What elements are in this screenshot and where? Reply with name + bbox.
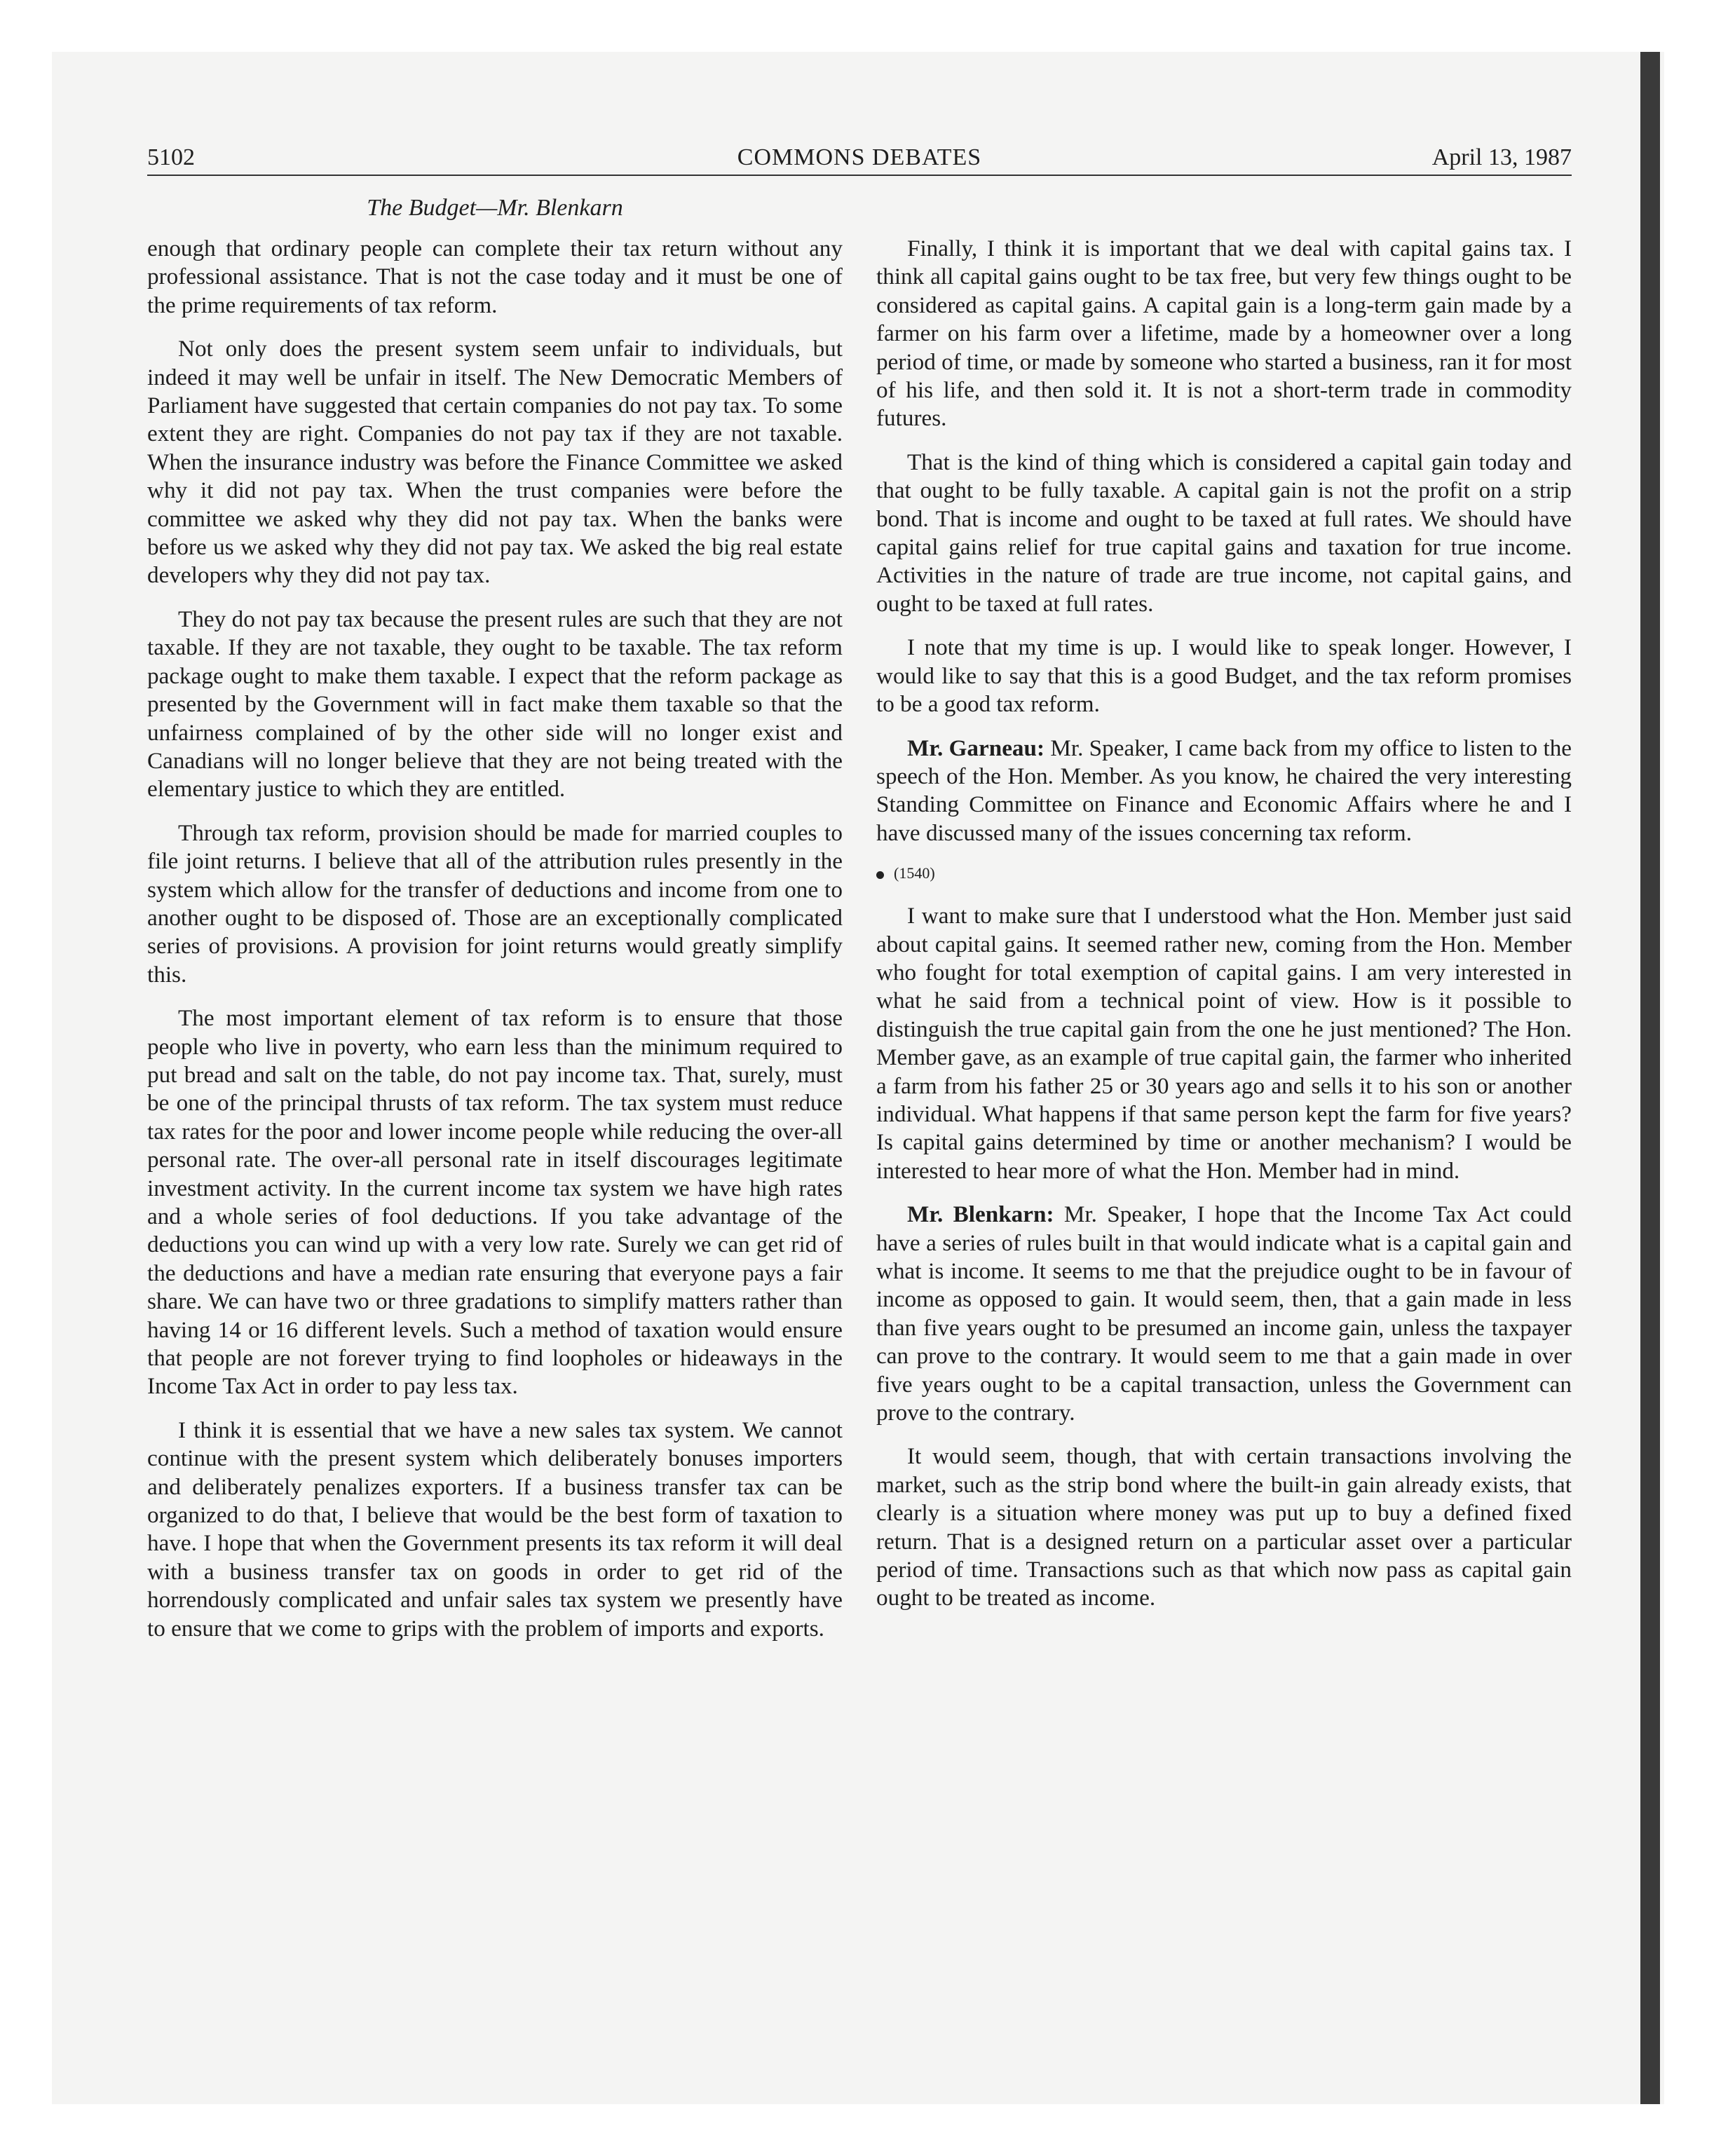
- paragraph: I want to make sure that I understood what the Hon. Member just said about capital gains. It seemed rather new, coming from the Hon. Member who fought for total exemption of capital gains. I am very interested in what he said from a technical point of view. How is it possible to distinguish the true capital gain from the one he just mentioned? The Hon. Member gave, as an example of true capital gain, the farmer who inherited a farm from his father 25 or 30 years ago and sells it to his son or another individual. What happens if that same person kept the farm for five years? Is capital gains determined by time or another mechanism? I would be interested to hear more of what the Hon. Member had in mind.: [876, 903, 1572, 1184]
- page-header: [147, 144, 1572, 176]
- scan-edge-bar: [1640, 52, 1660, 2104]
- speech-text: Mr. Speaker, I hope that the Income Tax Act could have a series of rules built in that would indicate what is a capital gain and what is income. It seems to me that the prejudice ought to be in favour of income as opposed to gain. It would seem, then, that a gain made in less than five years ought to be presumed an income gain, unless the taxpayer can prove to the contrary. It would seem to me that a gain made in over five years ought to be a capital transaction, unless the Government can prove to the contrary.: [876, 1201, 1572, 1426]
- speaker-name: Mr. Blenkarn:: [907, 1201, 1054, 1228]
- paragraph: Through tax reform, provision should be made for married couples to file joint returns. I believe that all of the attribution rules presently in the system which allow for the transfer of deductions and income from one to another ought to be disposed of. Those are an exceptionally complicated series of provisions. A provision for joint returns would greatly simplify this.: [147, 819, 843, 988]
- paragraph: I think it is essential that we have a new sales tax system. We cannot continue with the present system which deliberately bonuses importers and deliberately penalizes exporters. If a business transfer tax can be organized to do that, I believe that would be the best form of taxation to have. I hope that when the Government presents its tax reform it will deal with a business transfer tax on goods in order to get rid of the horrendously complicated and unfair sales tax system we presently have to ensure that we come to grips with the problem of imports and exports.: [147, 1417, 843, 1642]
- left-column: [147, 235, 843, 1658]
- paragraph: That is the kind of thing which is considered a capital gain today and that ought to be fully taxable. A capital gain is not the profit on a strip bond. That is income and ought to be taxed at full rates. We should have capital gains relief for true capital gains and taxation for true income. Activities in the nature of trade are true income, not capital gains, and ought to be taxed at full rates.: [876, 449, 1572, 617]
- speaker-name: Mr. Garneau:: [907, 735, 1045, 761]
- paragraph: It would seem, though, that with certain transactions involving the market, such as the strip bond where the built-in gain already exists, that clearly is a situation where money was put up to buy a defined fixed return. That is a designed return on a particular asset over a particular period of time. Transactions such as that which now pass as capital gain ought to be treated as income.: [876, 1443, 1572, 1611]
- paragraph: I note that my time is up. I would like to speak longer. However, I would like to say that this is a good Budget, and the tax reform promises to be a good tax reform.: [876, 634, 1572, 718]
- right-column: [876, 235, 1572, 1628]
- paragraph: The most important element of tax reform is to ensure that those people who live in poverty, who earn less than the minimum required to put bread and salt on the table, do not pay income tax. That, surely, must be one of the principal thrusts of tax reform. The tax system must reduce tax rates for the poor and lower income people while reducing the over-all personal rate. The over-all personal rate in itself discourages legitimate investment activity. In the current income tax system we have high rates and a whole series of fool deductions. If you take advantage of the deductions you can wind up with a very low rate. Surely we can get rid of the deductions and have a median rate ensuring that everyone pays a fair share. We can have two or three gradations to simplify matters rather than having 14 or 16 different levels. Such a method of taxation would ensure that people are not forever trying to find loopholes or hideaways in the Income Tax Act in order to pay less tax.: [147, 1005, 843, 1400]
- paragraph: enough that ordinary people can complete their tax return without any professional assistance. That is not the case today and it must be one of the prime requirements of tax reform.: [147, 236, 843, 318]
- paragraph: They do not pay tax because the present rules are such that they are not taxable. If they are not taxable, they ought to be taxable. The tax reform package ought to make them taxable. I expect that the reform package as presented by the Government will in fact make them taxable so that the unfairness complained of by the other side will no longer exist and Canadians will no longer believe that they are not being treated with the elementary justice to which they are entitled.: [147, 606, 843, 803]
- speech-text: Mr. Speaker, I came back from my office to listen to the speech of the Hon. Member. As you know, he chaired the very interesting Standing Committee on Finance and Economic Affairs where he and I have discussed many of the issues concerning tax reform.: [876, 735, 1572, 846]
- page-number: 5102: [147, 144, 195, 170]
- paragraph: Not only does the present system seem unfair to individuals, but indeed it may well be unfair in itself. The New Democratic Members of Parliament have suggested that certain companies do not pay tax. To some extent they are right. Companies do not pay tax if they are not taxable. When the insurance industry was before the Finance Committee we asked why it did not pay tax. When the trust companies were before the committee we asked why they did not pay tax. When the banks were before us we asked why they did not pay tax. We asked the big real estate developers why they did not pay tax.: [147, 336, 843, 589]
- speech-paragraph: [876, 735, 1572, 848]
- bullet-icon: [876, 871, 884, 879]
- timestamp-marker: [876, 863, 1572, 884]
- publication-date: April 13, 1987: [1431, 144, 1572, 170]
- paragraph: Finally, I think it is important that we deal with capital gains tax. I think all capital gains ought to be tax free, but very few things ought to be considered as capital gains. A capital gain is a long-term gain made by a farmer on his farm over a lifetime, made by a homeowner over a long period of time, or made by someone who started a business, ran it for most of his life, and then sold it. It is not a short-term trade in commodity futures.: [876, 236, 1572, 432]
- running-head: The Budget—Mr. Blenkarn: [367, 195, 623, 221]
- speech-paragraph: [876, 1201, 1572, 1427]
- timestamp: (1540): [894, 864, 935, 882]
- publication-title: COMMONS DEBATES: [737, 144, 982, 170]
